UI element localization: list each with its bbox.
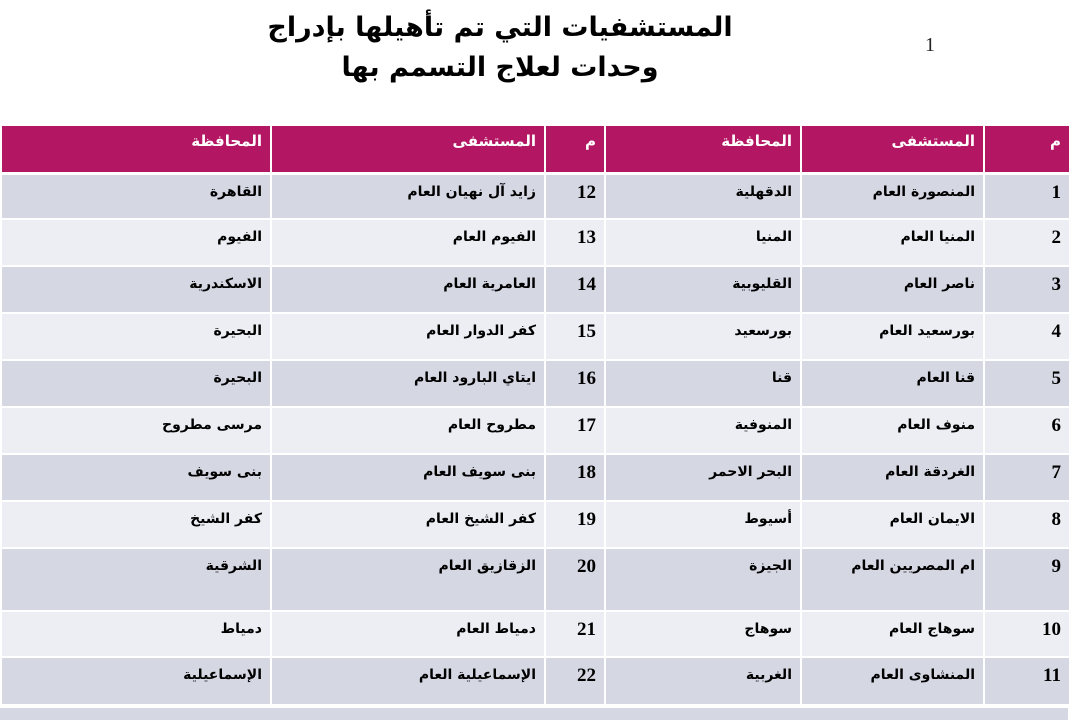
governorate-cell: البحيرة xyxy=(1,313,271,360)
row-number-cell: 6 xyxy=(984,407,1069,454)
table-row xyxy=(1,266,1069,313)
document-title xyxy=(230,8,770,88)
hospital-cell: بورسعيد العام xyxy=(801,313,984,360)
governorate-cell: الفيوم xyxy=(1,219,271,266)
table-header-row xyxy=(1,126,1069,173)
governorate-cell: دمياط xyxy=(1,611,271,657)
table-row xyxy=(1,548,1069,611)
governorate-cell: الإسماعيلية xyxy=(1,657,271,705)
table-row xyxy=(1,657,1069,705)
table-body xyxy=(1,173,1069,705)
row-number-cell: 7 xyxy=(984,454,1069,501)
row-number-cell: 17 xyxy=(545,407,605,454)
hospital-cell: دمياط العام xyxy=(271,611,545,657)
hospital-cell: كفر الشيخ العام xyxy=(271,501,545,548)
row-number-cell: 4 xyxy=(984,313,1069,360)
row-number-cell: 12 xyxy=(545,173,605,219)
table-row xyxy=(1,407,1069,454)
table-row xyxy=(1,360,1069,407)
header-num-1: م xyxy=(984,126,1069,173)
table-row xyxy=(1,219,1069,266)
governorate-cell: البحر الاحمر xyxy=(605,454,801,501)
governorate-cell: الاسكندرية xyxy=(1,266,271,313)
title-line-2: وحدات لعلاج التسمم بها xyxy=(341,52,659,83)
row-number-cell: 5 xyxy=(984,360,1069,407)
governorate-cell: سوهاج xyxy=(605,611,801,657)
hospital-cell: سوهاج العام xyxy=(801,611,984,657)
row-number-cell: 8 xyxy=(984,501,1069,548)
row-number-cell: 2 xyxy=(984,219,1069,266)
hospital-cell: زايد آل نهيان العام xyxy=(271,173,545,219)
hospital-cell: مطروح العام xyxy=(271,407,545,454)
governorate-cell: كفر الشيخ xyxy=(1,501,271,548)
hospital-cell: قنا العام xyxy=(801,360,984,407)
row-number-cell: 13 xyxy=(545,219,605,266)
table-row xyxy=(1,501,1069,548)
header-governorate-2: المحافظة xyxy=(1,126,271,173)
hospital-cell: الزقازيق العام xyxy=(271,548,545,611)
hospital-cell: الإسماعيلية العام xyxy=(271,657,545,705)
governorate-cell: المنيا xyxy=(605,219,801,266)
governorate-cell: أسيوط xyxy=(605,501,801,548)
hospital-cell: الغردقة العام xyxy=(801,454,984,501)
governorate-cell: الجيزة xyxy=(605,548,801,611)
table-footer-strip xyxy=(0,708,1068,720)
table-row xyxy=(1,611,1069,657)
title-line-1: المستشفيات التي تم تأهيلها بإدراج xyxy=(267,12,733,43)
hospital-cell: منوف العام xyxy=(801,407,984,454)
governorate-cell: القليوبية xyxy=(605,266,801,313)
hospital-cell: المنشاوى العام xyxy=(801,657,984,705)
row-number-cell: 15 xyxy=(545,313,605,360)
hospital-cell: ايتاي البارود العام xyxy=(271,360,545,407)
row-number-cell: 19 xyxy=(545,501,605,548)
header-hospital-1: المستشفى xyxy=(801,126,984,173)
hospital-cell: المنصورة العام xyxy=(801,173,984,219)
governorate-cell: القاهرة xyxy=(1,173,271,219)
governorate-cell: المنوفية xyxy=(605,407,801,454)
governorate-cell: بورسعيد xyxy=(605,313,801,360)
header-num-2: م xyxy=(545,126,605,173)
row-number-cell: 22 xyxy=(545,657,605,705)
governorate-cell: الغربية xyxy=(605,657,801,705)
row-number-cell: 1 xyxy=(984,173,1069,219)
table-row xyxy=(1,173,1069,219)
governorate-cell: مرسى مطروح xyxy=(1,407,271,454)
row-number-cell: 20 xyxy=(545,548,605,611)
governorate-cell: الشرقية xyxy=(1,548,271,611)
governorate-cell: قنا xyxy=(605,360,801,407)
table-row xyxy=(1,454,1069,501)
row-number-cell: 11 xyxy=(984,657,1069,705)
hospital-cell: العامرية العام xyxy=(271,266,545,313)
row-number-cell: 3 xyxy=(984,266,1069,313)
hospital-cell: ام المصريين العام xyxy=(801,548,984,611)
governorate-cell: البحيرة xyxy=(1,360,271,407)
hospital-cell: كفر الدوار العام xyxy=(271,313,545,360)
row-number-cell: 21 xyxy=(545,611,605,657)
row-number-cell: 16 xyxy=(545,360,605,407)
header-hospital-2: المستشفى xyxy=(271,126,545,173)
row-number-cell: 9 xyxy=(984,548,1069,611)
hospital-cell: المنيا العام xyxy=(801,219,984,266)
hospital-cell: الايمان العام xyxy=(801,501,984,548)
hospital-cell: بنى سويف العام xyxy=(271,454,545,501)
row-number-cell: 18 xyxy=(545,454,605,501)
governorate-cell: الدقهلية xyxy=(605,173,801,219)
hospitals-table xyxy=(0,126,1069,706)
governorate-cell: بنى سويف xyxy=(1,454,271,501)
row-number-cell: 14 xyxy=(545,266,605,313)
header-governorate-1: المحافظة xyxy=(605,126,801,173)
hospital-cell: ناصر العام xyxy=(801,266,984,313)
row-number-cell: 10 xyxy=(984,611,1069,657)
page-number: 1 xyxy=(925,34,935,56)
hospital-cell: الفيوم العام xyxy=(271,219,545,266)
table-row xyxy=(1,313,1069,360)
